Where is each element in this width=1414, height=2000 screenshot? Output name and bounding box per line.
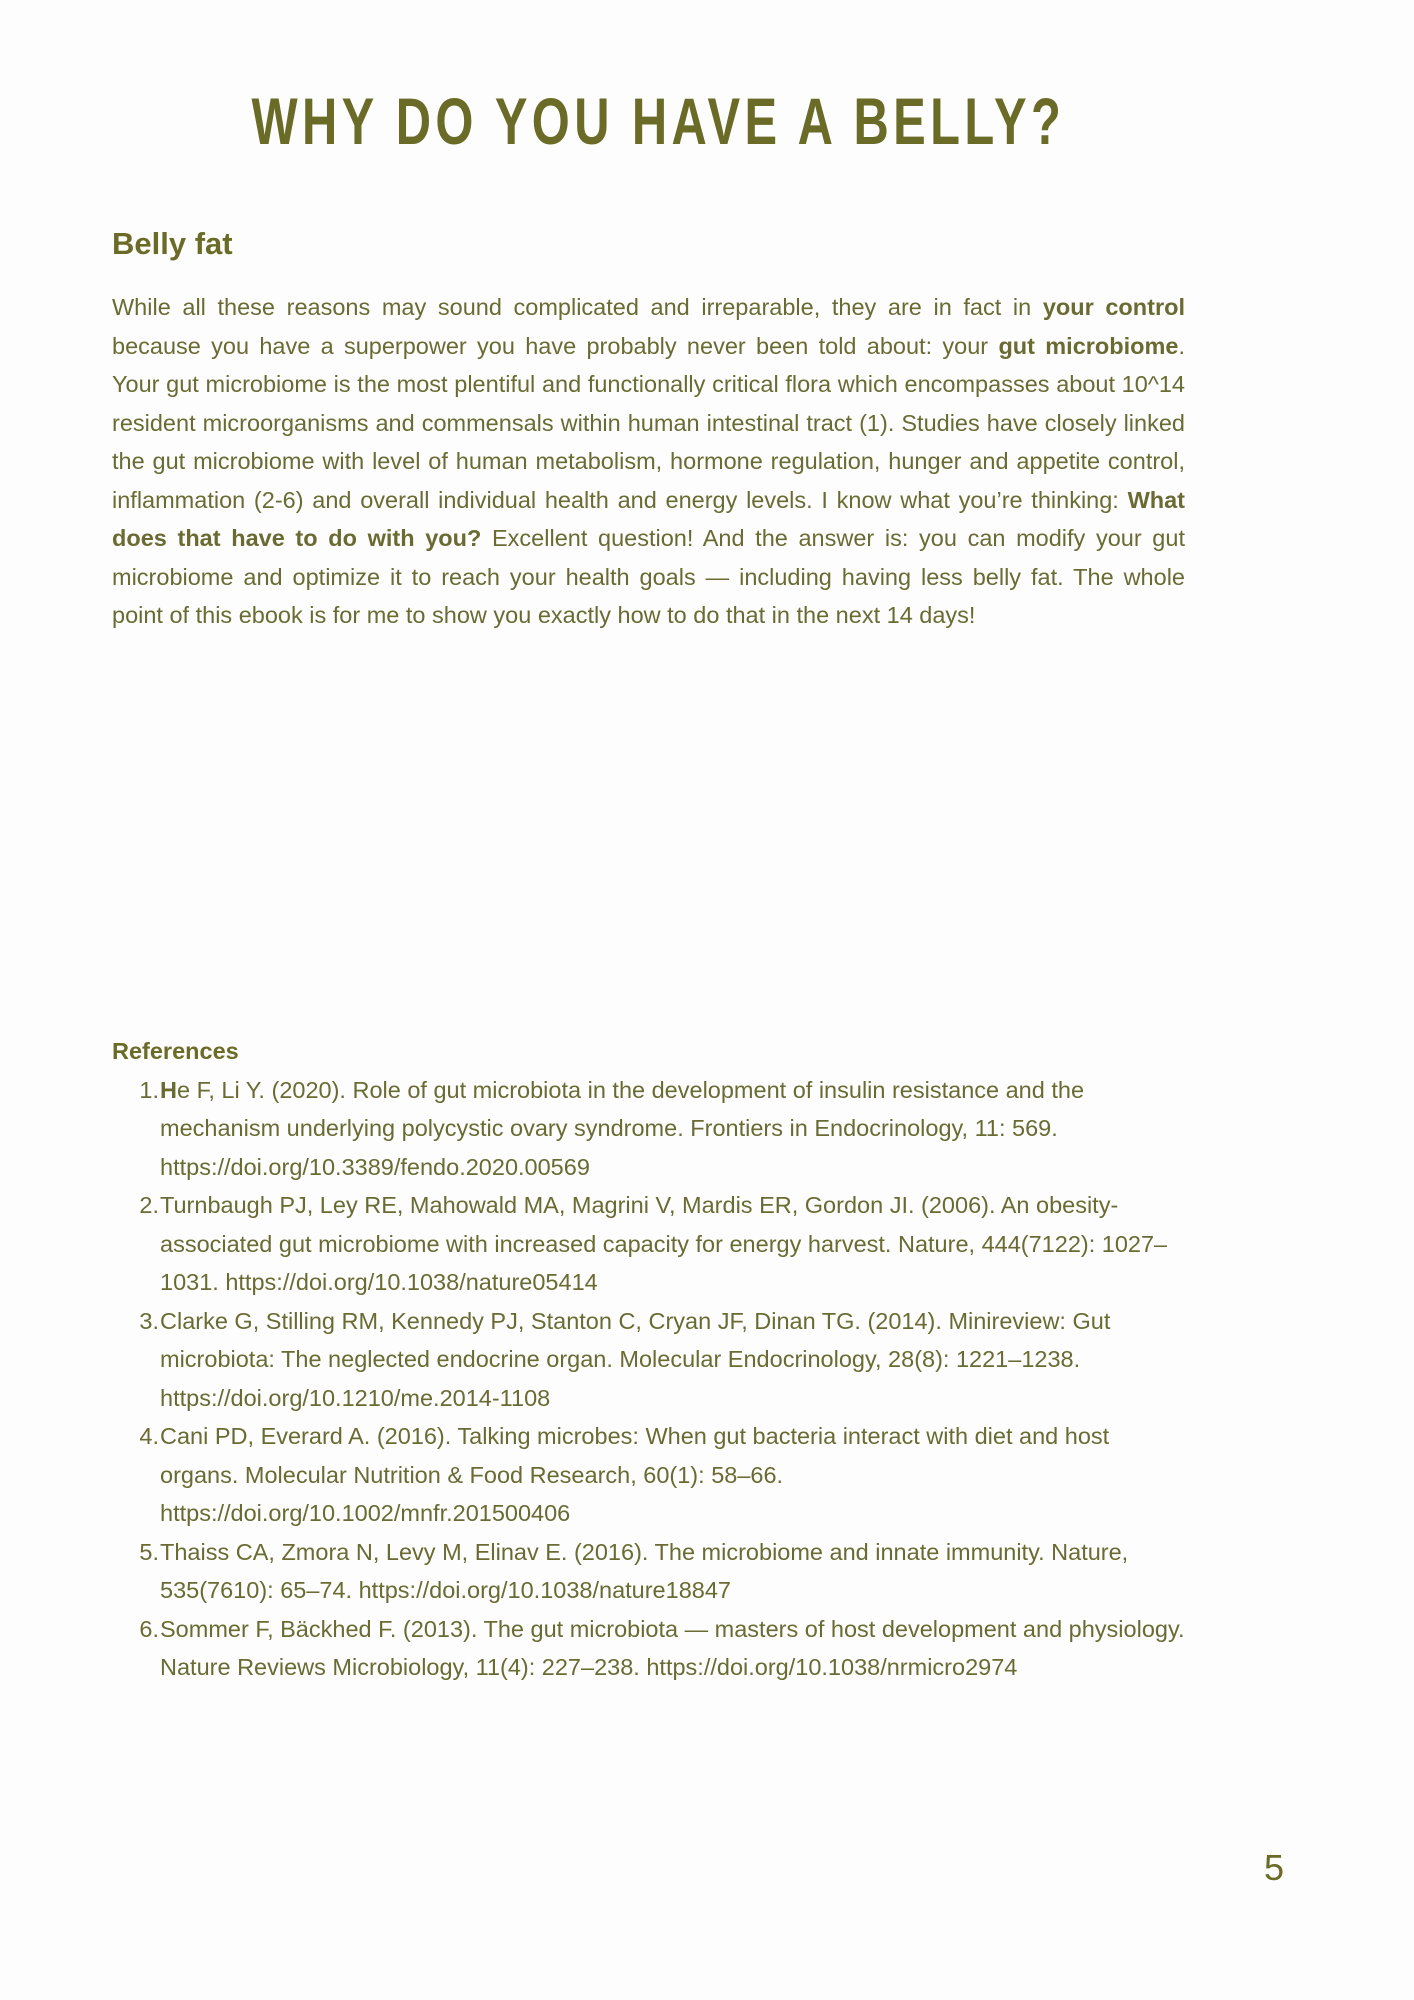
reference-item: Cani PD, Everard A. (2016). Talking microbes: When gut bacteria interact with diet and host organs. Molecular Nutrition & Food Research, 60(1): 58–66. https://doi.org/10.1002/mnfr.201500406	[160, 1423, 1110, 1526]
section-heading: Belly fat	[112, 226, 233, 261]
references-list	[112, 1071, 1185, 1687]
reference-item: Sommer F, Bäckhed F. (2013). The gut microbiota — masters of host development and physiology. Nature Reviews Microbiology, 11(4): 227–238. https://doi.org/10.1038/nrmicro2974	[160, 1615, 1185, 1680]
references-heading: References	[112, 1038, 239, 1064]
reference-item: He F, Li Y. (2020). Role of gut microbiota in the development of insulin resistance and the mechanism underlying polycystic ovary syndrome. Frontiers in Endocrinology, 11: 569. https://doi.org/10.3389/fendo.2020.00569	[160, 1076, 1085, 1180]
page-title: WHY DO YOU HAVE A BELLY?	[251, 84, 1066, 158]
body-paragraph: While all these reasons may sound complicated and irreparable, they are in fact in your control because you have a superpower you have probably never been told about: your gut microbiome. Your gut microbiome is the most plentiful and functionally critical flora which encompasses about 10^14 resident microorganisms and commensals within human intestinal tract (1). Studies have closely linked the gut microbiome with level of human metabolism, hormone regulation, hunger and appetite control, inflammation (2-6) and overall individual health and energy levels. I know what you’re thinking: What does that have to do with you? Excellent question! And the answer is: you can modify your gut microbiome and optimize it to reach your health goals — including having less belly fat. The whole point of this ebook is for me to show you exactly how to do that in the next 14 days!	[112, 294, 1185, 628]
references-section	[112, 1032, 1185, 1687]
reference-item: Clarke G, Stilling RM, Kennedy PJ, Stanton C, Cryan JF, Dinan TG. (2014). Minireview: Gut microbiota: The neglected endocrine organ. Molecular Endocrinology, 28(8): 1221–1238. https://doi.org/10.1210/me.2014-1108	[160, 1307, 1111, 1411]
reference-item: Thaiss CA, Zmora N, Levy M, Elinav E. (2016). The microbiome and innate immunity. Nature, 535(7610): 65–74. https://doi.org/10.1038/nature18847	[160, 1538, 1129, 1603]
reference-item: Turnbaugh PJ, Ley RE, Mahowald MA, Magrini V, Mardis ER, Gordon JI. (2006). An obesity-associated gut microbiome with increased capacity for energy harvest. Nature, 444(7122): 1027–1031. https://doi.org/10.1038/nature05414	[160, 1192, 1168, 1295]
page-number: 5	[1264, 1847, 1285, 1888]
